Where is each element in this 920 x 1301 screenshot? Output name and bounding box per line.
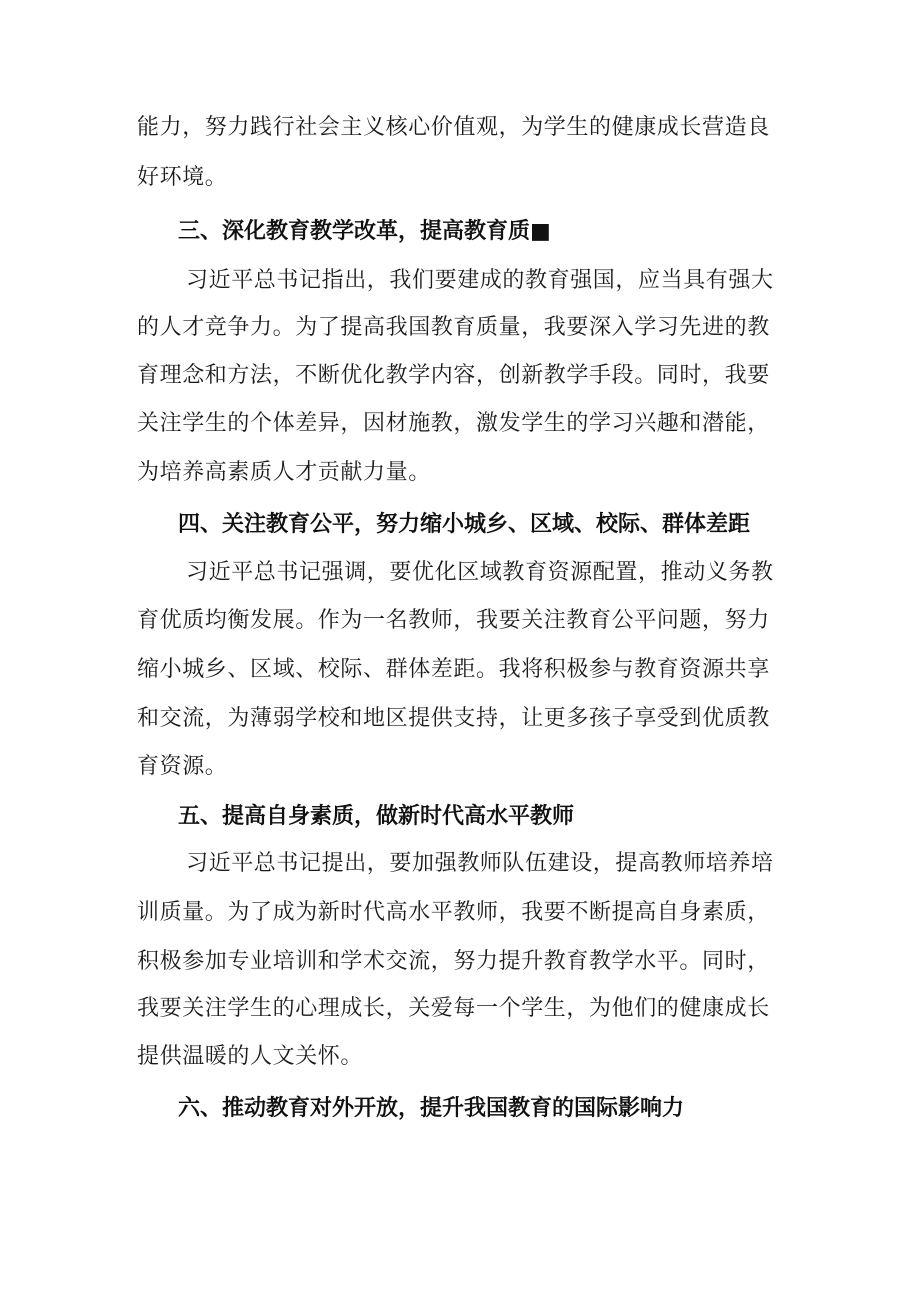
paragraph-line: 缩小城乡、区域、校际、群体差距。我将积极参与教育资源共享 bbox=[137, 657, 770, 682]
paragraph-line: 的人才竞争力。为了提高我国教育质量，我要深入学习先进的教 bbox=[137, 315, 770, 340]
paragraph-line: 为培养高素质人才贡献力量。 bbox=[137, 460, 431, 485]
paragraph-line: 习近平总书记提出，要加强教师队伍建设，提高教师培养培 bbox=[186, 851, 774, 876]
paragraph-line: 积极参加专业培训和学术交流，努力提升教育教学水平。同时， bbox=[137, 949, 770, 974]
paragraph-line: 和交流，为薄弱学校和地区提供支持，让更多孩子享受到优质教 bbox=[137, 706, 770, 731]
paragraph-line: 育理念和方法，不断优化教学内容，创新教学手段。同时，我要 bbox=[137, 363, 770, 388]
section-heading-4: 四、关注教育公平，努力缩小城乡、区域、校际、群体差距 bbox=[178, 512, 751, 537]
paragraph-line: 训质量。为了成为新时代高水平教师，我要不断提高自身素质， bbox=[137, 900, 770, 925]
paragraph-line: 关注学生的个体差异，因材施教，激发学生的学习兴趣和潜能， bbox=[137, 411, 770, 436]
paragraph-line: 习近平总书记指出，我们要建成的教育强国，应当具有强大 bbox=[186, 268, 774, 293]
section-heading-3: 三、深化教育教学改革，提高教育质■ bbox=[178, 219, 551, 244]
section-heading-6: 六、推动教育对外开放，提升我国教育的国际影响力 bbox=[178, 1096, 685, 1121]
paragraph-line: 育资源。 bbox=[137, 754, 228, 779]
paragraph-line: 好环境。 bbox=[137, 165, 228, 190]
paragraph-line: 习近平总书记强调，要优化区域教育资源配置，推动义务教 bbox=[186, 560, 774, 585]
paragraph-line: 能力，努力践行社会主义核心价值观，为学生的健康成长营造良 bbox=[137, 115, 770, 140]
section-heading-5: 五、提高自身素质，做新时代高水平教师 bbox=[178, 804, 575, 829]
paragraph-line: 育优质均衡发展。作为一名教师，我要关注教育公平问题，努力 bbox=[137, 608, 770, 633]
paragraph-line: 提供温暖的人文关怀。 bbox=[137, 1044, 364, 1069]
paragraph-line: 我要关注学生的心理成长，关爱每一个学生，为他们的健康成长 bbox=[137, 996, 770, 1021]
